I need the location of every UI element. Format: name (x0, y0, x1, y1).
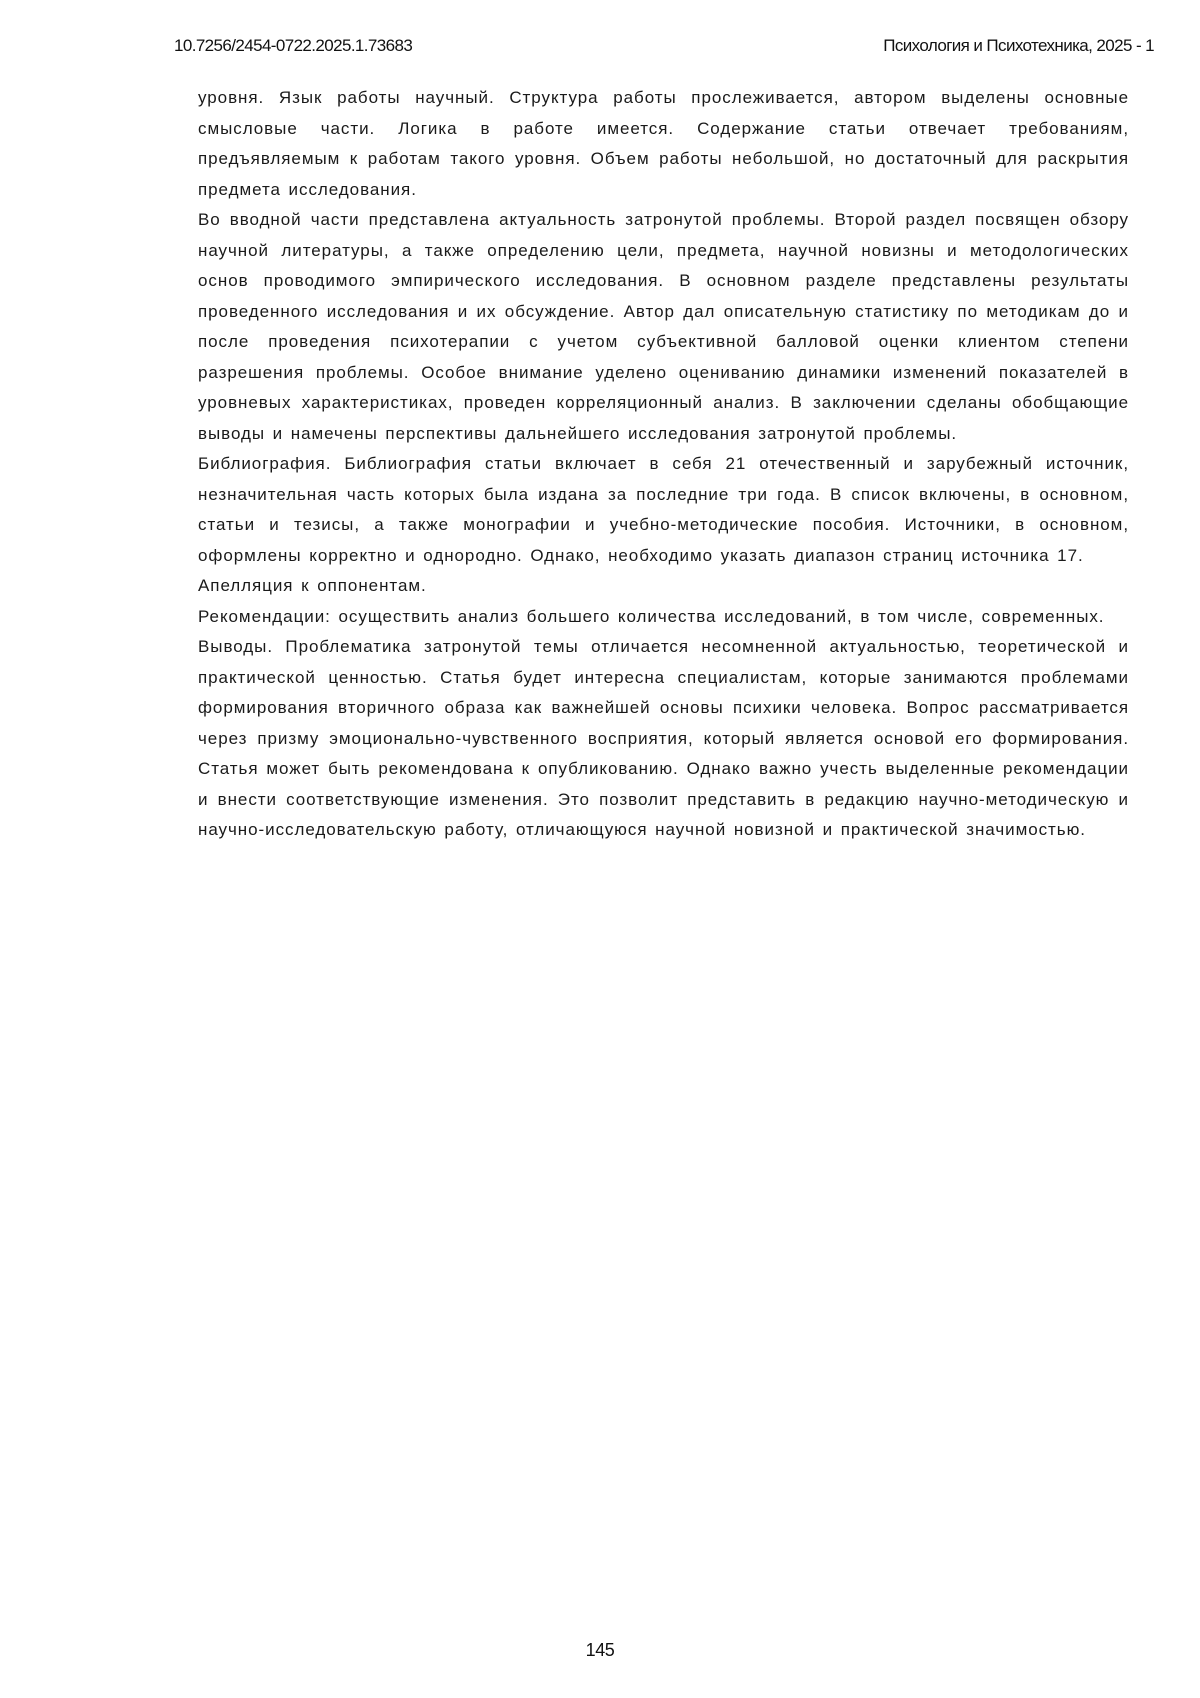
doi-identifier: 10.7256/2454-0722.2025.1.73683 (174, 36, 412, 56)
page-number: 145 (0, 1640, 1200, 1661)
paragraph-conclusions: Выводы. Проблематика затронутой темы отличается несомненной актуальностью, теоретической и практической ценностью. Статья будет интересна специалистам, которые занимаются проблемами формирования вторичного образа как важнейшей основы психики человека. Вопрос рассматривается через призму эмоционально-чувственного восприятия, который является основой его формирования. Статья может быть рекомендована к опубликованию. Однако важно учесть выделенные рекомендации и внести соответствующие изменения. Это позволит представить в редакцию научно-методическую и научно-исследовательскую работу, отличающуюся научной новизной и практической значимостью. (198, 632, 1129, 846)
paragraph-appeal-to-opponents: Апелляция к оппонентам. (198, 571, 1129, 602)
paragraph-content-overview: Во вводной части представлена актуальность затронутой проблемы. Второй раздел посвящен обзору научной литературы, а также определению цели, предмета, научной новизны и методологических основ проводимого эмпирического исследования. В основном разделе представлены результаты проведенного исследования и их обсуждение. Автор дал описательную статистику по методикам до и после проведения психотерапии с учетом субъективной балловой оценки клиентом степени разрешения проблемы. Особое внимание уделено оцениванию динамики изменений показателей в уровневых характеристиках, проведен корреляционный анализ. В заключении сделаны обобщающие выводы и намечены перспективы дальнейшего исследования затронутой проблемы. (198, 205, 1129, 449)
page-header (174, 36, 1154, 60)
paragraph-language-structure: уровня. Язык работы научный. Структура работы прослеживается, автором выделены основные смысловые части. Логика в работе имеется. Содержание статьи отвечает требованиям, предъявляемым к работам такого уровня. Объем работы небольшой, но достаточный для раскрытия предмета исследования. (198, 83, 1129, 205)
article-body (198, 83, 1129, 846)
paragraph-recommendations: Рекомендации: осуществить анализ большего количества исследований, в том числе, современных. (198, 602, 1129, 633)
paragraph-bibliography: Библиография. Библиография статьи включает в себя 21 отечественный и зарубежный источник, незначительная часть которых была издана за последние три года. В список включены, в основном, статьи и тезисы, а также монографии и учебно-методические пособия. Источники, в основном, оформлены корректно и однородно. Однако, необходимо указать диапазон страниц источника 17. (198, 449, 1129, 571)
journal-title: Психология и Психотехника, 2025 - 1 (883, 36, 1154, 56)
